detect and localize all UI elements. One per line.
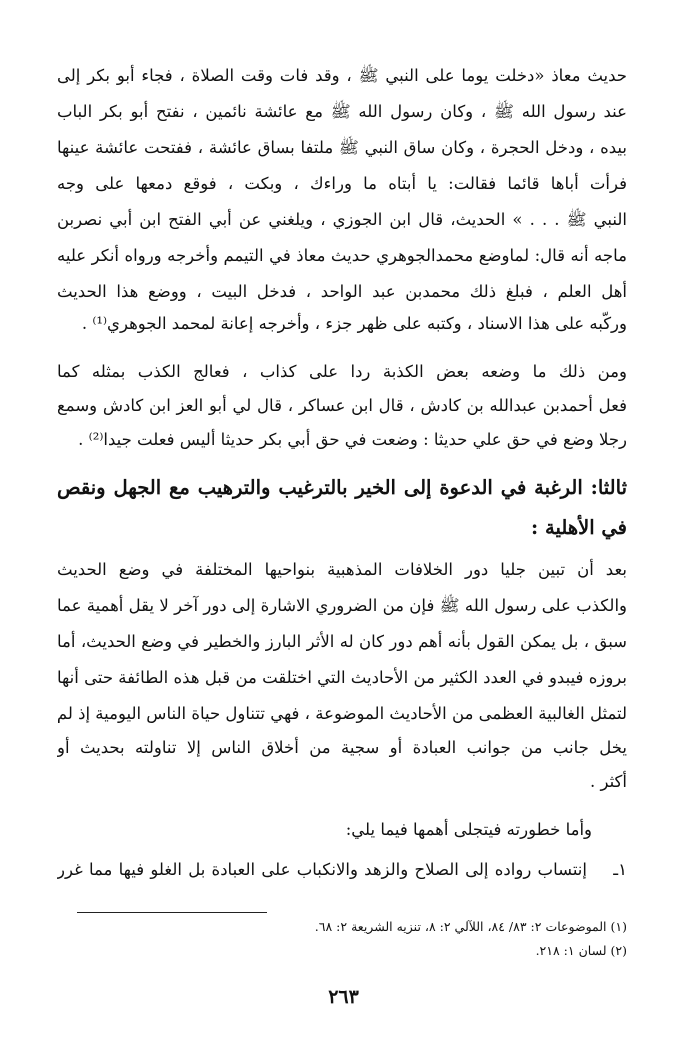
footnote-1: (١) الموضوعات ٢: ٨٣/ ٨٤، اللآلي ٢: ٨، تنزيه الشريعة ٢: ٦٨. [314, 919, 627, 934]
paragraph-3-line-3: سبق ، بل يمكن القول بأنه أهم دور كان له الأثر البارز والخطير في وضع الحديث، أما [57, 632, 627, 651]
list-item-text: إنتساب رواده إلى الصلاح والزهد والانكباب على العبادة بل الغلو فيها مما غرر [57, 860, 587, 879]
paragraph-3-line-2: والكذب على رسول الله ﷺ فإن من الضروري الاشارة إلى دور آخر لا يقل أهمية عما [57, 596, 627, 615]
paragraph-3-line-1: بعد أن تبين جليا دور الخلافات المذهبية بنواحيها المختلفة في وضع الحديث [57, 560, 627, 579]
paragraph-2-line-2: فعل أحمدبن عبدالله بن كادش ، قال ابن عساكر ، قال لي أبو العز ابن كادش وسمع [57, 396, 627, 415]
paragraph-3-line-7: أكثر . [589, 772, 627, 791]
section-heading-line-2: في الأهلية : [531, 516, 627, 539]
paragraph-1-line-2: عند رسول الله ﷺ ، وكان رسول الله ﷺ مع عائشة نائمين ، نفتح أبو بكر الباب [57, 102, 627, 121]
list-item-number: ١ـ [613, 860, 627, 879]
section-heading-line-1: ثالثا: الرغبة في الدعوة إلى الخير بالترغيب والترهيب مع الجهل ونقص [57, 476, 627, 499]
paragraph-1-line-6: ماجه أنه قال: لماوضع محمدالجوهري حديث معاذ في التيمم وأخرجه ورواه أنكر عليه [57, 246, 627, 265]
paragraph-3-line-4: بروزه فيبدو في العدد الكثير من الأحاديث التي اختلقت من قبل هذه الطائفة حتى أنها [57, 668, 627, 687]
paragraph-1-line-4: فرأت أباها قائما فقالت: يا أبتاه ما وراءك ، وبكت ، فوقع دمعها على وجه [57, 174, 627, 193]
page-number: ٢٦٣ [328, 986, 359, 1008]
paragraph-1-line-3: بيده ، ودخل الحجرة ، وكان ساق النبي ﷺ ملتفا بساق عائشة ، ففتحت عائشة عينها [57, 138, 627, 157]
paragraph-4: وأما خطورته فيتجلى أهمها فيما يلي: [345, 820, 592, 839]
footnote-divider [77, 912, 267, 913]
paragraph-1-line-5: النبي ﷺ . . . » الحديث، قال ابن الجوزي ، ويلغني عن أبي الفتح ابن أبي نصربن [57, 210, 627, 229]
paragraph-1-line-8: وركّبه على هذا الاسناد ، وكتبه على ظهر جزء ، وأخرجه إعانة لمحمد الجوهري⁽¹⁾ . [81, 314, 627, 333]
paragraph-2-line-1: ومن ذلك ما وضعه بعض الكذبة ردا على كذاب ، فعالج الكذب بمثله كما [57, 362, 627, 381]
paragraph-3-line-5: لتمثل الغالبية العظمى من الأحاديث الموضوعة ، فهي تتناول حياة الناس اليومية إذ لم [57, 704, 627, 723]
paragraph-3-line-6: يخل جانب من جوانب العبادة أو سجية من أخلاق الناس إلا تناولته بحديث أو [57, 738, 627, 757]
paragraph-2-line-3: رجلا وضع في حق علي حديثا : وضعت في حق أبي بكر حديثا أليس فعلت جيدا⁽²⁾ . [78, 430, 627, 449]
footnote-2: (٢) لسان ١: ٢١٨. [535, 943, 627, 958]
paragraph-1-line-7: أهل العلم ، فبلغ ذلك محمدبن عبد الواحد ، فدخل البيت ، ووضع هذا الحديث [57, 282, 627, 301]
paragraph-1-line-1: حديث معاذ «دخلت يوما على النبي ﷺ ، وقد فات وقت الصلاة ، فجاء أبو بكر إلى [57, 66, 627, 85]
